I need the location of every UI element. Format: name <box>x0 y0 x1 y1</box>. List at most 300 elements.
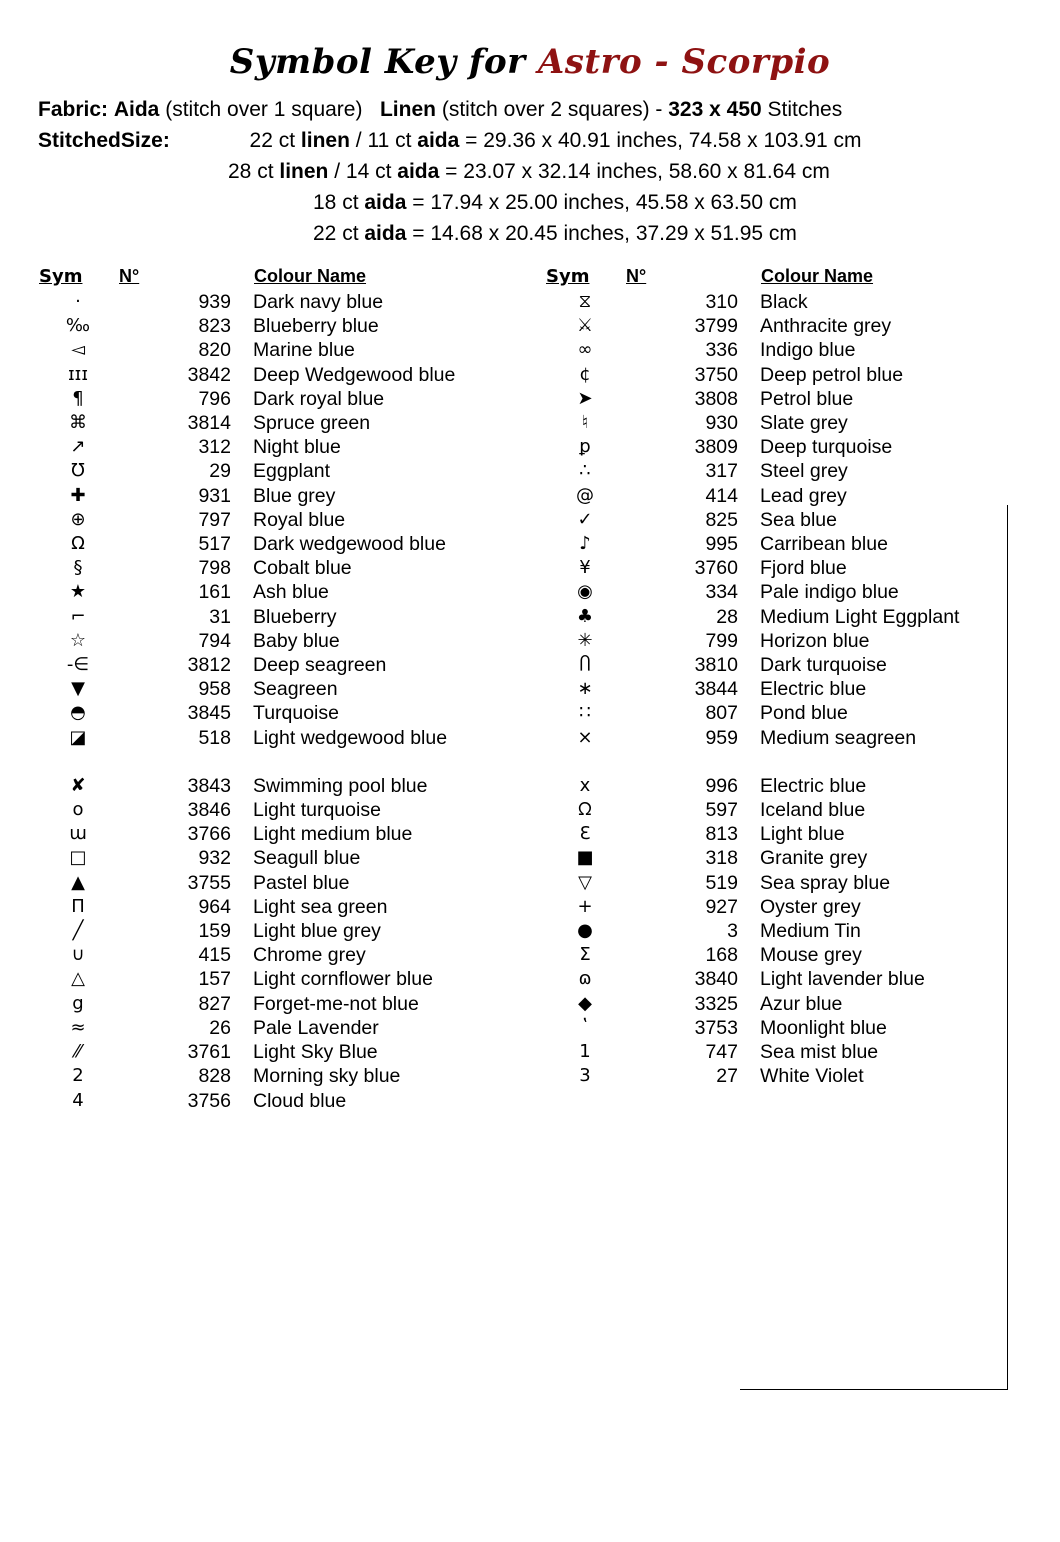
cell-colour-name <box>760 1089 1032 1113</box>
stitched-size-line-2 <box>38 156 1040 187</box>
cell-colour-name: Azur blue <box>760 992 843 1015</box>
cell-number: 3842 <box>187 363 231 386</box>
stitch-count: 323 x 450 <box>668 98 762 121</box>
cell-symbol: ♮ <box>581 412 589 434</box>
stitched-size-line-3 <box>38 187 1040 218</box>
cell-symbol: ♣ <box>576 605 594 627</box>
cell-colour-name: Horizon blue <box>760 629 870 652</box>
cell-colour-name: Iceland blue <box>760 799 866 822</box>
cell-symbol <box>545 750 625 774</box>
cell-colour-name: Dark wedgewood blue <box>253 533 446 556</box>
header-gap <box>525 265 545 290</box>
cell-symbol: g <box>72 992 84 1014</box>
cell-gap <box>525 726 545 750</box>
table-row <box>38 508 1032 532</box>
cell-colour-name: Dark royal blue <box>253 387 385 410</box>
size-1-fabric-2: aida <box>417 129 460 152</box>
cell-symbol: Ɛ <box>579 823 591 845</box>
cell-number: 820 <box>198 339 231 362</box>
cell-colour-name: Oyster grey <box>760 895 861 918</box>
cell-number: 414 <box>705 484 738 507</box>
table-row <box>38 532 1032 556</box>
cell-number: 3845 <box>187 702 231 725</box>
cell-symbol: ⨯ <box>577 726 593 748</box>
cell-symbol: @ <box>576 484 594 506</box>
table-row <box>38 798 1032 822</box>
table-row <box>38 895 1032 919</box>
cell-symbol: ∪ <box>71 944 85 966</box>
table-row <box>38 653 1032 677</box>
cell-number: 159 <box>198 920 231 943</box>
fabric-line <box>38 94 1040 125</box>
cell-symbol: 3 <box>579 1065 591 1087</box>
cell-symbol: 2 <box>72 1065 84 1087</box>
cell-colour-name: Royal blue <box>253 508 346 531</box>
cell-number: 334 <box>705 581 738 604</box>
cell-number <box>625 1089 760 1113</box>
table-row <box>38 1016 1032 1040</box>
cell-symbol: ᘯ <box>578 799 592 821</box>
cell-colour-name: Blue grey <box>253 484 336 507</box>
cell-symbol: △ <box>71 968 85 990</box>
cell-symbol: § <box>73 557 83 579</box>
cell-colour-name: Lead grey <box>760 484 847 507</box>
table-row <box>38 484 1032 508</box>
table-row <box>38 677 1032 701</box>
cell-colour-name: Turquoise <box>253 702 339 725</box>
cell-colour-name: Granite grey <box>760 847 868 870</box>
cell-symbol: 1 <box>579 1041 591 1063</box>
table-row <box>38 726 1032 750</box>
cell-symbol: ɷ <box>578 968 592 990</box>
cell-number: 959 <box>705 726 738 749</box>
title-part-1: Symbol Key for <box>229 42 538 82</box>
cell-number: 3 <box>727 920 738 943</box>
cell-symbol: ◉ <box>577 581 593 603</box>
cell-colour-name: Chrome grey <box>253 944 366 967</box>
cell-symbol: ɪɪɪ <box>67 363 89 385</box>
header-name-right: Colour Name <box>761 266 874 286</box>
table-row <box>38 919 1032 943</box>
cell-colour-name: Light blue grey <box>253 920 381 943</box>
cell-number: 312 <box>198 436 231 459</box>
cell-colour-name: Marine blue <box>253 339 355 362</box>
cell-number: 996 <box>705 774 738 797</box>
cell-colour-name: Light turquoise <box>253 799 381 822</box>
table-row <box>38 774 1032 798</box>
size-1-count-2: 11 ct <box>367 129 412 152</box>
table-row <box>38 314 1032 338</box>
table-row <box>38 459 1032 483</box>
cell-symbol: ⧖ <box>578 291 592 312</box>
cell-number: 3814 <box>187 412 231 435</box>
cell-number: 318 <box>705 847 738 870</box>
size-2-fabric-1: linen <box>279 160 329 183</box>
cell-number: 3799 <box>694 315 738 338</box>
cell-symbol: ⌘ <box>69 412 87 434</box>
cell-colour-name: Night blue <box>253 436 341 459</box>
cell-colour-name: Deep turquoise <box>760 436 893 459</box>
cell-symbol: ∗ <box>577 678 593 700</box>
table-row <box>38 846 1032 870</box>
right-vertical-rule <box>1007 505 1008 1390</box>
table-row <box>38 871 1032 895</box>
size-3-fabric-2: aida <box>364 191 407 214</box>
header-sym-left: Sym <box>39 266 83 287</box>
size-1-fabric-1: linen <box>300 129 350 152</box>
cell-gap <box>525 653 545 677</box>
cell-number <box>118 750 253 774</box>
size-2-count-2: 14 ct <box>345 160 392 183</box>
table-row <box>38 580 1032 604</box>
size-4-value: = 14.68 x 20.45 inches, 37.29 x 51.95 cm <box>412 222 797 245</box>
cell-number: 964 <box>198 895 231 918</box>
document-page <box>0 42 1060 1542</box>
cell-colour-name: Slate grey <box>760 412 848 435</box>
cell-colour-name: Dark turquoise <box>760 654 887 677</box>
cell-number: 807 <box>705 702 738 725</box>
cell-colour-name: Sea mist blue <box>760 1041 879 1064</box>
cell-gap <box>525 967 545 991</box>
cell-symbol: ◪ <box>69 726 87 748</box>
cell-symbol: ■ <box>576 847 594 869</box>
cell-gap <box>525 798 545 822</box>
cell-symbol: ♪ <box>579 533 591 555</box>
cell-number: 747 <box>705 1041 738 1064</box>
fabric-aida: Aida <box>113 98 160 121</box>
cell-colour-name: Electric blue <box>760 774 867 797</box>
cell-gap <box>525 605 545 629</box>
cell-colour-name: Medium Light Eggplant <box>760 605 960 628</box>
cell-number: 3808 <box>694 387 738 410</box>
cell-symbol: ↗ <box>70 436 86 458</box>
cell-symbol: ✚ <box>70 484 86 506</box>
cell-number: 336 <box>705 339 738 362</box>
cell-colour-name: Light medium blue <box>253 823 413 846</box>
cell-symbol: ⚔ <box>576 315 594 337</box>
title-part-2: Astro - Scorpio <box>537 42 831 82</box>
cell-number <box>625 750 760 774</box>
table-header-row <box>38 265 1032 290</box>
cell-gap <box>525 508 545 532</box>
table-row <box>38 1064 1032 1088</box>
cell-gap <box>525 556 545 580</box>
cell-symbol: Ω <box>71 533 85 555</box>
cell-colour-name <box>253 750 525 774</box>
cell-symbol <box>38 750 118 774</box>
cell-gap <box>525 1016 545 1040</box>
cell-number: 28 <box>716 605 738 628</box>
cell-number: 927 <box>705 895 738 918</box>
cell-colour-name: Pale Lavender <box>253 1016 379 1039</box>
cell-number: 3766 <box>187 823 231 846</box>
cell-gap <box>525 992 545 1016</box>
cell-number: 3810 <box>694 654 738 677</box>
cell-number: 813 <box>705 823 738 846</box>
cell-colour-name: Cloud blue <box>253 1089 347 1112</box>
cell-number: 825 <box>705 508 738 531</box>
cell-colour-name: Anthracite grey <box>760 315 892 338</box>
cell-gap <box>525 435 545 459</box>
cell-colour-name: Sea blue <box>760 508 837 531</box>
cell-colour-name: Pale indigo blue <box>760 581 899 604</box>
cell-symbol: ꝑ <box>579 436 591 458</box>
cell-symbol: ✓ <box>577 508 593 530</box>
cell-gap <box>525 1040 545 1064</box>
stitched-size-line-4 <box>38 218 1040 249</box>
cell-colour-name: Light lavender blue <box>760 968 925 991</box>
cell-number: 27 <box>716 1065 738 1088</box>
cell-colour-name: Seagreen <box>253 678 338 701</box>
cell-gap <box>525 774 545 798</box>
symbol-key-body <box>38 290 1032 1113</box>
size-2-sep: / <box>334 160 341 183</box>
cell-gap <box>525 411 545 435</box>
cell-colour-name: Seagull blue <box>253 847 361 870</box>
cell-symbol: ╱ <box>72 920 84 942</box>
cell-colour-name: Light sea green <box>253 895 388 918</box>
size-3-value: = 17.94 x 25.00 inches, 45.58 x 63.50 cm <box>412 191 797 214</box>
header-num-right: N° <box>626 266 647 286</box>
page-title <box>0 42 1060 82</box>
cell-gap <box>525 338 545 362</box>
cell-symbol <box>545 1089 625 1113</box>
size-1-sep: / <box>355 129 362 152</box>
cell-number: 31 <box>209 605 231 628</box>
cell-symbol: ➤ <box>577 387 593 409</box>
cell-symbol: ¶ <box>72 387 84 409</box>
cell-colour-name: Cobalt blue <box>253 557 352 580</box>
bottom-horizontal-rule <box>740 1389 1008 1390</box>
cell-colour-name: Forget-me-not blue <box>253 992 419 1015</box>
cell-colour-name: Fjord blue <box>760 557 847 580</box>
cell-gap <box>525 484 545 508</box>
cell-symbol: ∷ <box>579 702 591 724</box>
cell-number: 3843 <box>187 774 231 797</box>
cell-symbol: ⌐ <box>70 605 86 627</box>
cell-colour-name: Black <box>760 291 808 313</box>
cell-colour-name: Deep Wedgewood blue <box>253 363 456 386</box>
cell-symbol: ★ <box>69 581 87 603</box>
table-row <box>38 290 1032 314</box>
cell-number: 597 <box>705 799 738 822</box>
cell-symbol: ⊕ <box>70 508 86 530</box>
table-row <box>38 435 1032 459</box>
table-row <box>38 605 1032 629</box>
cell-colour-name: Swimming pool blue <box>253 774 428 797</box>
size-1-value: = 29.36 x 40.91 inches, 74.58 x 103.91 cm <box>465 129 862 152</box>
cell-symbol: ☆ <box>69 629 87 651</box>
table-row <box>38 1040 1032 1064</box>
cell-gap <box>525 290 545 314</box>
cell-colour-name: Medium Tin <box>760 920 861 943</box>
cell-colour-name: Indigo blue <box>760 339 856 362</box>
cell-colour-name: Eggplant <box>253 460 330 483</box>
stitch-count-suffix: Stitches <box>767 98 843 121</box>
table-row <box>38 556 1032 580</box>
table-row <box>38 363 1032 387</box>
cell-number: 3809 <box>694 436 738 459</box>
cell-gap <box>525 387 545 411</box>
table-row <box>38 943 1032 967</box>
header-name-left: Colour Name <box>254 266 367 286</box>
cell-number: 3325 <box>694 992 738 1015</box>
size-3-count: 18 ct <box>313 191 359 214</box>
cell-colour-name: Mouse grey <box>760 944 862 967</box>
cell-number: 794 <box>198 629 231 652</box>
table-row <box>38 629 1032 653</box>
cell-number: 29 <box>209 460 231 483</box>
table-row <box>38 411 1032 435</box>
cell-number: 3755 <box>187 871 231 894</box>
cell-number: 797 <box>198 508 231 531</box>
cell-symbol: ◅ <box>71 339 85 361</box>
cell-colour-name: Ash blue <box>253 581 329 604</box>
cell-symbol: -∈ <box>66 654 90 676</box>
cell-number: 168 <box>705 944 738 967</box>
cell-symbol: ¢ <box>579 363 591 385</box>
cell-number: 798 <box>198 557 231 580</box>
cell-number: 310 <box>705 291 738 313</box>
fabric-info-block <box>0 94 1060 249</box>
cell-number: 827 <box>198 992 231 1015</box>
size-4-count: 22 ct <box>313 222 359 245</box>
cell-colour-name: Medium seagreen <box>760 726 917 749</box>
table-row <box>38 1089 1032 1113</box>
table-row <box>38 387 1032 411</box>
cell-number: 317 <box>705 460 738 483</box>
cell-symbol: x <box>579 774 591 796</box>
cell-symbol: 4 <box>72 1089 84 1111</box>
table-row <box>38 967 1032 991</box>
symbol-key-table <box>38 265 1032 1113</box>
cell-number: 517 <box>198 533 231 556</box>
header-sym-right: Sym <box>546 266 590 287</box>
cell-number: 3846 <box>187 799 231 822</box>
cell-number: 519 <box>705 871 738 894</box>
cell-symbol: ✳ <box>577 629 593 651</box>
cell-number: 823 <box>198 315 231 338</box>
cell-number: 3760 <box>694 557 738 580</box>
cell-colour-name: Moonlight blue <box>760 1016 887 1039</box>
cell-symbol: ▽ <box>578 871 592 893</box>
cell-symbol: ◓ <box>70 702 86 724</box>
cell-gap <box>525 459 545 483</box>
cell-number: 939 <box>198 291 231 313</box>
stitched-size-label: StitchedSize: <box>38 129 170 152</box>
cell-gap <box>525 629 545 653</box>
cell-symbol: ● <box>577 920 593 942</box>
cell-gap <box>525 822 545 846</box>
fabric-linen: Linen <box>379 98 436 121</box>
cell-colour-name: Pastel blue <box>253 871 350 894</box>
cell-gap <box>525 580 545 604</box>
cell-symbol: ⁄⁄ <box>74 1041 81 1063</box>
cell-number: 932 <box>198 847 231 870</box>
cell-number: 799 <box>705 629 738 652</box>
cell-number: 3844 <box>694 678 738 701</box>
cell-colour-name: Carribean blue <box>760 533 888 556</box>
cell-number: 958 <box>198 678 231 701</box>
cell-gap <box>525 895 545 919</box>
cell-gap <box>525 532 545 556</box>
cell-colour-name: Blueberry <box>253 605 337 628</box>
cell-number: 3750 <box>694 363 738 386</box>
cell-gap <box>525 750 545 774</box>
size-2-fabric-2: aida <box>397 160 440 183</box>
cell-symbol: ‰ <box>65 315 91 337</box>
cell-gap <box>525 919 545 943</box>
size-4-fabric-2: aida <box>364 222 407 245</box>
cell-number: 3812 <box>187 654 231 677</box>
cell-symbol: Σ <box>579 944 591 966</box>
cell-colour-name: White Violet <box>760 1065 864 1088</box>
cell-colour-name: Pond blue <box>760 702 848 725</box>
cell-colour-name: Blueberry blue <box>253 315 379 338</box>
cell-number: 3840 <box>694 968 738 991</box>
cell-symbol: □ <box>69 847 87 869</box>
cell-number: 518 <box>198 726 231 749</box>
cell-symbol: ✘ <box>70 774 86 796</box>
cell-colour-name: Deep petrol blue <box>760 363 904 386</box>
cell-gap <box>525 1064 545 1088</box>
cell-gap <box>525 871 545 895</box>
stitched-size-line-1 <box>38 125 1040 156</box>
cell-colour-name: Petrol blue <box>760 387 854 410</box>
cell-number: 3753 <box>694 1016 738 1039</box>
size-1-count: 22 ct <box>249 129 296 152</box>
cell-colour-name: Morning sky blue <box>253 1065 401 1088</box>
cell-number: 930 <box>705 412 738 435</box>
spacer-row <box>38 750 1032 774</box>
cell-symbol: ◆ <box>578 992 592 1014</box>
cell-gap <box>525 363 545 387</box>
cell-symbol: ɯ <box>69 823 87 845</box>
table-row <box>38 701 1032 725</box>
cell-colour-name: Deep seagreen <box>253 654 387 677</box>
cell-number: 161 <box>198 581 231 604</box>
cell-symbol: ℧ <box>71 460 85 482</box>
fabric-aida-note: (stitch over 1 square) <box>165 98 363 121</box>
cell-symbol: ∞ <box>577 339 593 361</box>
fabric-label: Fabric: <box>38 98 109 121</box>
cell-colour-name <box>760 750 1032 774</box>
cell-symbol: ¥ <box>579 557 591 579</box>
fabric-linen-note: (stitch over 2 squares) - <box>441 98 663 121</box>
cell-number: 415 <box>198 944 231 967</box>
size-2-value: = 23.07 x 32.14 inches, 58.60 x 81.64 cm <box>445 160 830 183</box>
cell-symbol: + <box>577 895 593 917</box>
table-row <box>38 338 1032 362</box>
cell-number: 796 <box>198 387 231 410</box>
cell-symbol: ≈ <box>70 1016 86 1038</box>
cell-colour-name: Light cornflower blue <box>253 968 433 991</box>
cell-gap <box>525 1089 545 1113</box>
cell-symbol: · <box>75 291 81 312</box>
cell-colour-name: Light blue <box>760 823 845 846</box>
table-row <box>38 992 1032 1016</box>
cell-symbol: ▲ <box>71 871 85 893</box>
cell-gap <box>525 846 545 870</box>
cell-gap <box>525 677 545 701</box>
cell-symbol: ∴ <box>579 460 591 482</box>
cell-symbol: ▼ <box>71 678 85 700</box>
cell-symbol: Ⴖ <box>579 654 591 676</box>
cell-colour-name: Steel grey <box>760 460 848 483</box>
cell-symbol: ʽ <box>582 1016 588 1038</box>
cell-number: 3756 <box>187 1089 231 1112</box>
cell-colour-name: Sea spray blue <box>760 871 891 894</box>
